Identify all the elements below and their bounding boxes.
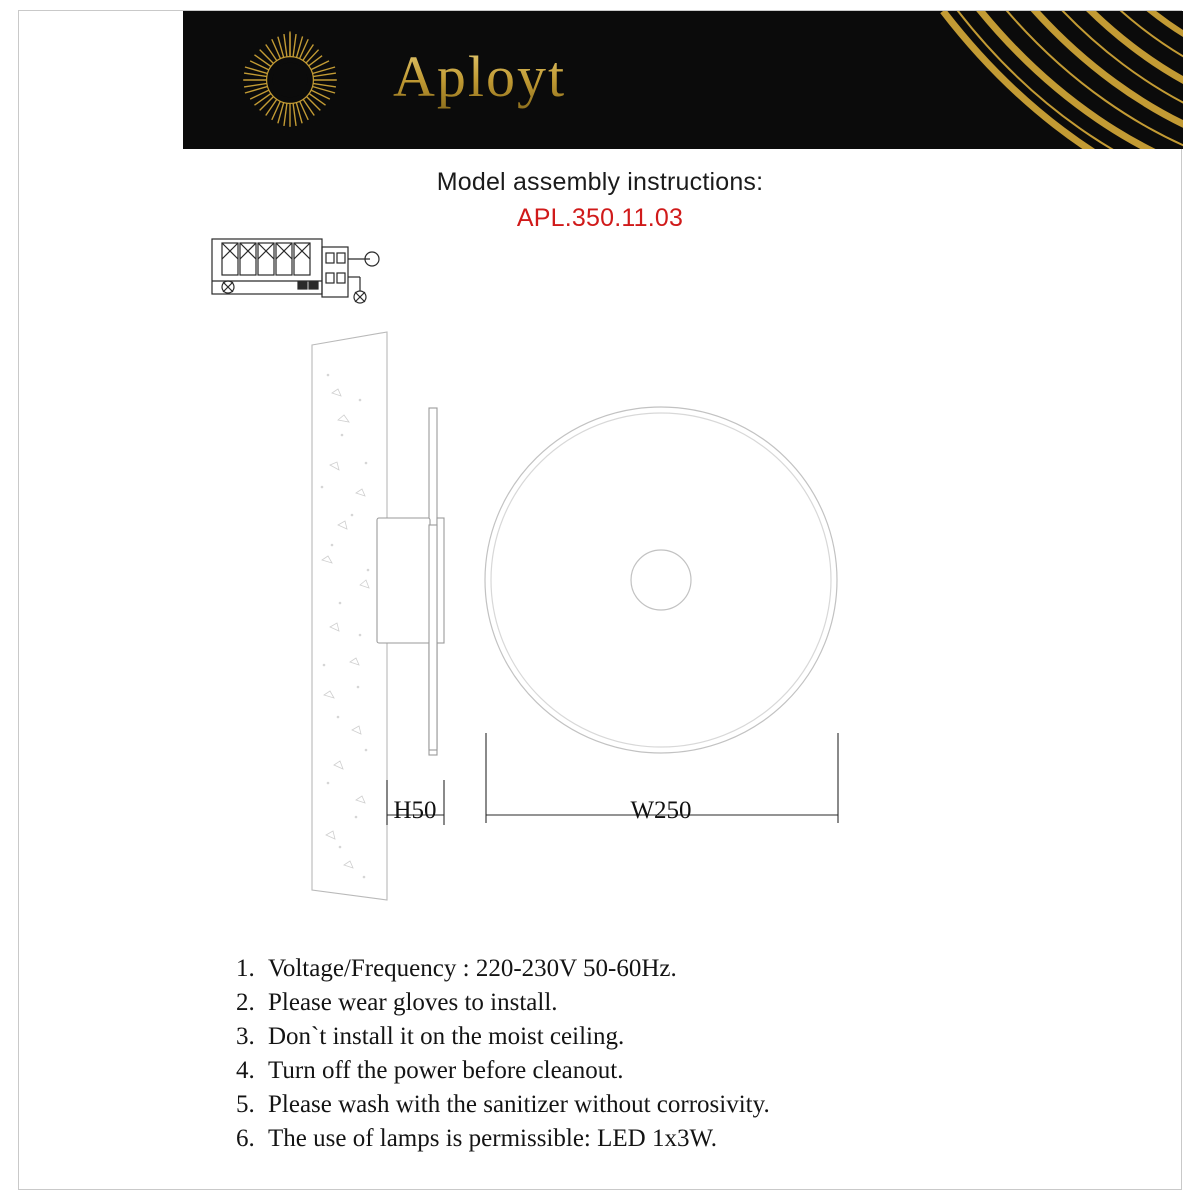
list-item-text: Please wash with the sanitizer without corrosivity. <box>268 1091 770 1118</box>
sunburst-icon <box>238 28 342 132</box>
list-item-text: Turn off the power before cleanout. <box>268 1057 624 1084</box>
list-item-number: 1. <box>236 955 255 982</box>
list-item <box>236 952 1136 986</box>
model-code: APL.350.11.03 <box>516 204 684 232</box>
list-item-number: 4. <box>236 1057 255 1084</box>
palm-rays-icon <box>793 11 1183 149</box>
dimension-h50-label: H50 <box>393 797 437 824</box>
instruction-list <box>236 952 1136 1156</box>
assembly-diagram <box>0 225 1200 925</box>
brand-name: Aployt <box>393 44 567 109</box>
list-item-text: The use of lamps is permissible: LED 1x3W. <box>268 1125 718 1152</box>
list-item-number: 6. <box>236 1125 255 1152</box>
list-item-text: Voltage/Frequency : 220-230V 50-60Hz. <box>268 955 677 982</box>
list-item <box>236 1020 1136 1054</box>
title-block <box>0 168 1200 233</box>
list-item-number: 2. <box>236 989 255 1016</box>
list-item <box>236 1054 1136 1088</box>
list-item <box>236 986 1136 1020</box>
instructions-title: Model assembly instructions: <box>436 168 764 196</box>
wall-plate-icon <box>312 332 387 900</box>
brand-banner <box>183 11 1183 149</box>
list-item-text: Don`t install it on the moist ceiling. <box>268 1023 625 1050</box>
diagram-svg <box>0 225 1200 925</box>
terminal-block-icon <box>212 239 379 303</box>
list-item-number: 5. <box>236 1091 255 1118</box>
list-item <box>236 1122 1136 1156</box>
list-item-text: Please wear gloves to install. <box>268 989 558 1016</box>
dimension-w250-label: W250 <box>630 797 692 824</box>
list-item-number: 3. <box>236 1023 255 1050</box>
round-shade-icon <box>485 407 837 753</box>
list-item <box>236 1088 1136 1122</box>
